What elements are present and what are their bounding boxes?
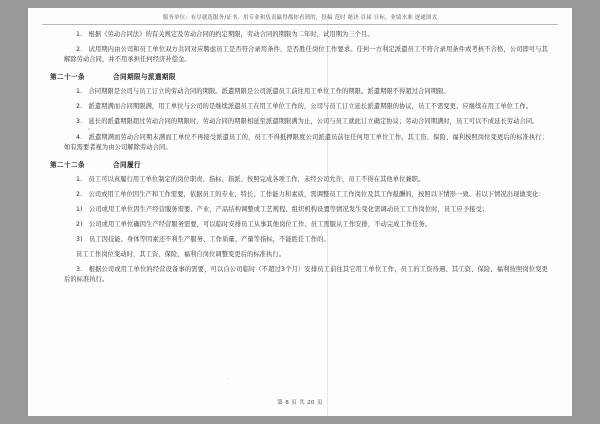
paragraph: 2. 公司或用工单位因生产和工作需要，依据员工的专业、特长、工作能力和素质，需调整员工工作岗位及其工作报酬的，按照以下情形一致、若以下情况出现做变化： <box>76 190 545 198</box>
paragraph: 2) 公司或用工单位确因生产经营服务需要，可以临时安排员工从事其他岗位工作、员工需服从工作安排，不动完成工作任务。 <box>76 220 432 229</box>
paragraph: 3. 延长的派遣期限超过劳动合同的期限时，劳动合同的期限相延至派遣期限满为止，公司与员工就此订立确定协议；劳动合同期满时，员工可以不成延长劳动合同。 <box>76 118 539 126</box>
paragraph: 1. 合同期限是公司与员工订立的劳动合同的期限。派遣期限是公司派遣员工前往用工单位工作的期限。派遣期限不得超过合同期限。 <box>76 88 450 96</box>
scan-edge-top <box>0 0 600 8</box>
paragraph: 2. 派遣期满而合同期限满，用工单位与公司的是继续派遣员工在用工单位工作的，公司与员工订立延长派遣期限的协议，员工不需变更、应继续在用工单位工作。 <box>76 103 533 111</box>
section-title: 合同期限与派遣期限 <box>112 73 176 82</box>
scan-edge-right <box>572 0 600 424</box>
paragraph: 1. 员工可以真履行用工单位制定的岗位职责、指标、指派、按照完成各项工作，未经公司允许，员工不得在其他单位兼职。 <box>76 175 425 183</box>
paragraph: 3) 员工因技能、身体等因素还不利生产服务、工作质量、产量等指标，不能胜任工作的。 <box>76 236 330 244</box>
paragraph: 员工工作岗位变动时，其工资、保险、福利自岗位调整变更后的标准执行。 <box>76 251 286 259</box>
scanned-page <box>28 8 572 416</box>
paragraph: 3. 根据公司或用工单位的经营设备事的需要，可以自公司临时（不超过3个月）安排员工前往其它用工单位工作，员工的工资待遇、其工资、保险、福利按照岗位变更后的标准执行。 <box>64 266 548 284</box>
section-number: 第二十一条 <box>50 73 85 82</box>
paragraph: 4. 派遣期满而劳动合同期未满而工单位不再接受派遣员工的，员工不得抵押限度公司派遣员前往任何用工单位工作、其工资、保险、福利按照岗位变更后的标准执行；如有需要者视为由公司解除劳动合同。 <box>64 133 548 151</box>
document-body <box>42 30 558 285</box>
section-title: 合同履行 <box>112 160 141 169</box>
section-number: 第二十二条 <box>50 160 85 169</box>
page-footer: 第 8 页 共 20 页 <box>277 400 323 406</box>
section-heading <box>50 72 548 82</box>
page-header-note: 服务单位：有尽就选服务/证书，用专业和负责赢得都你看到的，投稿 范时 秘诀 首届 日标，业绩水准 逐通图式 <box>162 14 438 22</box>
paragraph: 1) 公司或用工单位因生产经营服务需要、产业、产品结构调整或工艺规程、组织机构设置等情况发生变化需调动员工工作岗位时，员工应予接受； <box>76 205 489 214</box>
header-divider <box>42 24 558 25</box>
scan-edge-left <box>0 0 28 424</box>
section-heading <box>50 160 548 170</box>
paragraph: 2. 试用期内由公司和员工单位双方共同对应聘虑员工是否符合录用条件、是否胜任岗位工作要求。任何一方利定派遣员工不符合录用条件或考核不合格，公司即可与其解除劳动合同，并不用承担任何经济补偿金。 <box>64 45 548 63</box>
paragraph: 1. 根据《劳动合同法》的有关规定及劳动合同的约定期限，劳动合同的期限为二年时，试用期为三个月。 <box>76 30 374 39</box>
scan-edge-bottom <box>0 416 600 424</box>
page-content <box>42 14 558 410</box>
